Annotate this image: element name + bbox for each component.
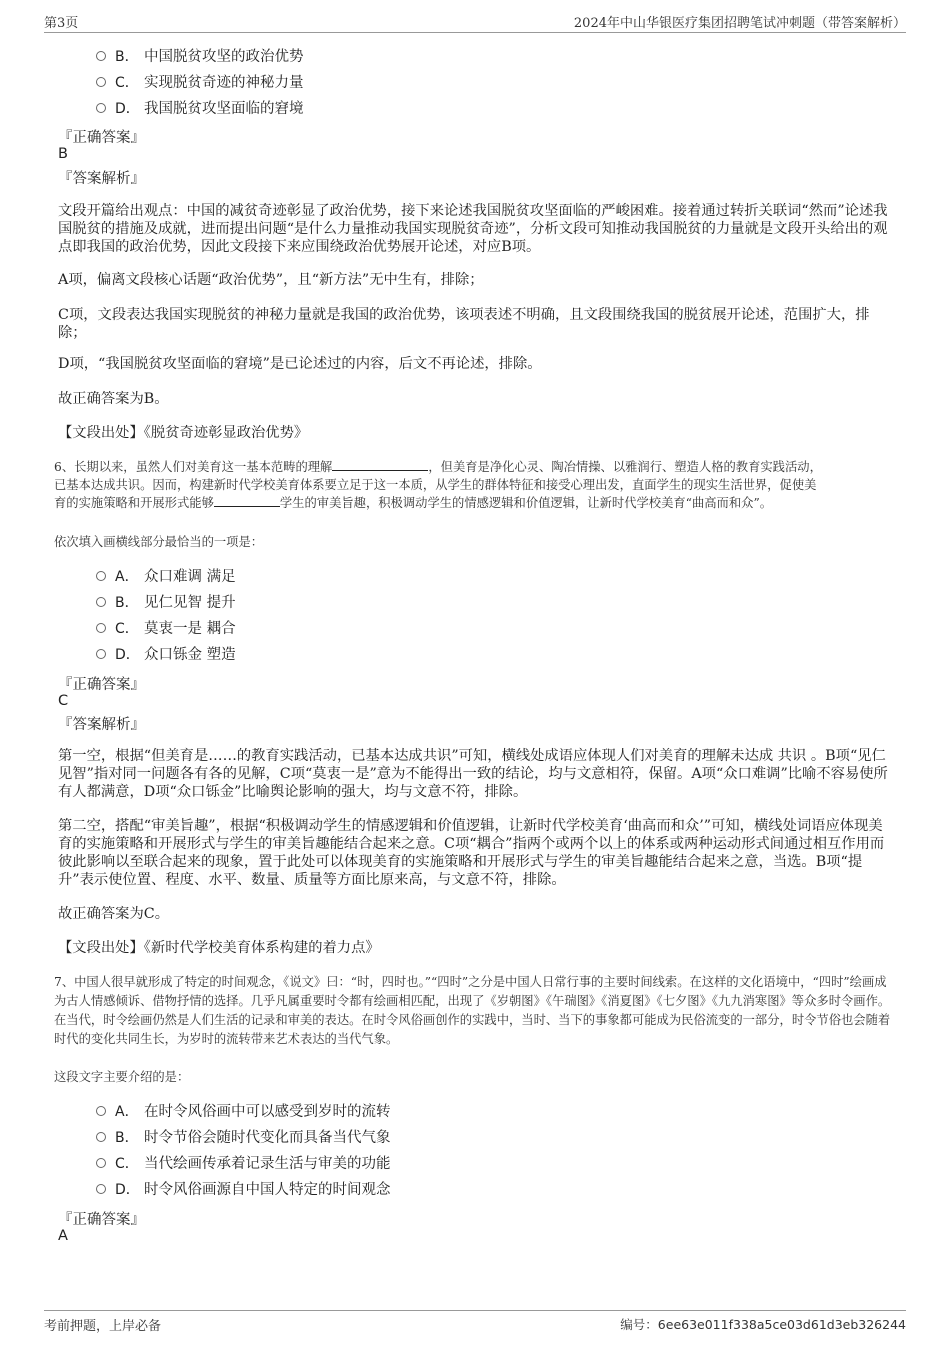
q7-option-d[interactable]: D． 时令风俗画源自中国人特定的时间观念: [96, 1177, 391, 1203]
q7-answer-label: 『正确答案』: [58, 1212, 145, 1228]
q5-analysis-label: 『答案解析』: [58, 171, 145, 187]
q5-analysis-para: A项，偏离文段核心话题“政治优势”，且“新方法”无中生有，排除；: [58, 272, 484, 288]
q5-analysis-para: C项，文段表达我国实现脱贫的神秘力量就是我国的政治优势，该项表述不明确，且文段围绕我国的脱贫展开论述，范围扩大，排除；: [58, 307, 870, 341]
q5-option-c[interactable]: C． 实现脱贫奇迹的神秘力量: [96, 70, 304, 96]
q7-options: [96, 1099, 391, 1203]
q5-answer-label: 『正确答案』: [58, 130, 145, 146]
radio-icon[interactable]: [96, 1132, 106, 1142]
q5-option-b[interactable]: B． 中国脱贫攻坚的政治优势: [96, 44, 304, 70]
radio-icon[interactable]: [96, 77, 106, 87]
q6-option-d[interactable]: D． 众口铄金 塑造: [96, 642, 236, 668]
radio-icon[interactable]: [96, 571, 106, 581]
q6-option-b[interactable]: B． 见仁见智 提升: [96, 590, 236, 616]
q6-analysis-conclusion: 故正确答案为C。: [58, 906, 170, 922]
q5-analysis-conclusion: 故正确答案为B。: [58, 391, 169, 407]
page-header: [44, 10, 906, 33]
q5-analysis-para: 文段开篇给出观点：中国的减贫奇迹彰显了政治优势，接下来论述我国脱贫攻坚面临的严峻困难。接着通过转折关联词“然而”论述我国脱贫的措施及成就，进而提出问题“是什么力量推动我国实现脱贫奇迹”，分析文段可知推动我国脱贫的力量就是文段开头给出的观点即我国的政治优势，因此文段接下来应围绕政治优势展开论述，对应B项。: [58, 203, 888, 255]
q5-options: [96, 44, 304, 122]
q5-source: 【文段出处】《脱贫奇迹彰显政治优势》: [58, 425, 309, 441]
q7-option-a[interactable]: A． 在时令风俗画中可以感受到岁时的流转: [96, 1099, 391, 1125]
document-title: 2024年中山华银医疗集团招聘笔试冲刺题（带答案解析）: [573, 16, 906, 31]
q6-prompt: 依次填入画横线部分最恰当的一项是：: [54, 535, 264, 549]
q5-analysis-para: D项，“我国脱贫攻坚面临的窘境”是已论述过的内容，后文不再论述，排除。: [58, 356, 542, 372]
radio-icon[interactable]: [96, 1158, 106, 1168]
q7-option-c[interactable]: C． 当代绘画传承着记录生活与审美的功能: [96, 1151, 391, 1177]
q5-answer: B: [58, 146, 68, 162]
q7-stem: 7、中国人很早就形成了特定的时间观念，《说文》曰：“时，四时也。”“四时”之分是中国人日常行事的主要时间线索。在这样的文化语境中，“四时”绘画成为古人情感倾诉、借物抒情的选择。几乎凡属重要时令都有绘画相匹配，出现了《岁朝图》《午瑞图》《消夏图》《七夕图》《九九消寒图》等众多时令画作。在当代，时令绘画仍然是人们生活的记录和审美的表达。在时令风俗画创作的实践中，当时、当下的事象都可能成为民俗流变的一部分，时令节俗也会随着时代的变化共同生长，为岁时的流转带来艺术表达的当代气象。: [54, 975, 891, 1046]
q6-options: [96, 564, 236, 668]
radio-icon[interactable]: [96, 623, 106, 633]
radio-icon[interactable]: [96, 649, 106, 659]
q6-answer-label: 『正确答案』: [58, 677, 145, 693]
q6-stem: 6、长期以来，虽然人们对美育这一基本范畴的理解 ，但美育是净化心灵、陶冶情操、以雅润行、塑造人格的教育实践活动， 已基本达成共识。因而，构建新时代学校美育体系要立足于这一本质，从学生的群体特征和接受心理出发，直面学生的现实生活世界，促使美 育的实施策略和开展形式能够 学生的审美旨趣，积极调动学生的情感逻辑和价值逻辑，让新时代学校美育“曲高而和众”。: [54, 460, 822, 510]
q6-analysis-para: 第一空，根据“但美育是……的教育实践活动，已基本达成共识”可知，横线处成语应体现人们对美育的理解未达成 共识 。B项“见仁见智”指对同一问题各有各的见解，C项“莫衷一是”意为不能得出一致的结论，均与文意相符，保留。A项“众口难调”比喻不容易使所有人都满意，D项“众口铄金”比喻舆论影响的强大，均与文意不符，排除。: [58, 748, 888, 800]
fill-blank-2: [214, 494, 280, 507]
page-number: 第3页: [44, 16, 79, 31]
q6-option-c[interactable]: C． 莫衷一是 耦合: [96, 616, 236, 642]
radio-icon[interactable]: [96, 597, 106, 607]
q7-prompt: 这段文字主要介绍的是：: [54, 1070, 190, 1084]
q6-analysis-para: 第二空，搭配“审美旨趣”，根据“积极调动学生的情感逻辑和价值逻辑，让新时代学校美育‘曲高而和众’”可知，横线处词语应体现美育的实施策略和开展形式与学生的审美旨趣能结合起来之意。C项“耦合”指两个或两个以上的体系或两种运动形式间通过相互作用而彼此影响以至联合起来的现象，置于此处可以体现美育的实施策略和开展形式与学生的审美旨趣能结合起来之意，当选。B项“提升”表示使位置、程度、水平、数量、质量等方面比原来高，与文意不符，排除。: [58, 818, 885, 888]
q7-answer: A: [58, 1228, 68, 1244]
footer-slogan: 考前押题，上岸必备: [44, 1319, 162, 1334]
q6-option-a[interactable]: A． 众口难调 满足: [96, 564, 236, 590]
q6-source: 【文段出处】《新时代学校美育体系构建的着力点》: [58, 940, 380, 956]
q7-option-b[interactable]: B． 时令节俗会随时代变化而具备当代气象: [96, 1125, 391, 1151]
radio-icon[interactable]: [96, 103, 106, 113]
q5-option-d[interactable]: D． 我国脱贫攻坚面临的窘境: [96, 96, 304, 122]
document-id: 编号：6ee63e011f338a5ce03d61d3eb326244: [620, 1317, 906, 1332]
radio-icon[interactable]: [96, 1184, 106, 1194]
page-footer: [44, 1310, 906, 1337]
radio-icon[interactable]: [96, 1106, 106, 1116]
q6-answer: C: [58, 693, 69, 709]
radio-icon[interactable]: [96, 51, 106, 61]
fill-blank-1: [332, 458, 428, 471]
q6-analysis-label: 『答案解析』: [58, 717, 145, 733]
